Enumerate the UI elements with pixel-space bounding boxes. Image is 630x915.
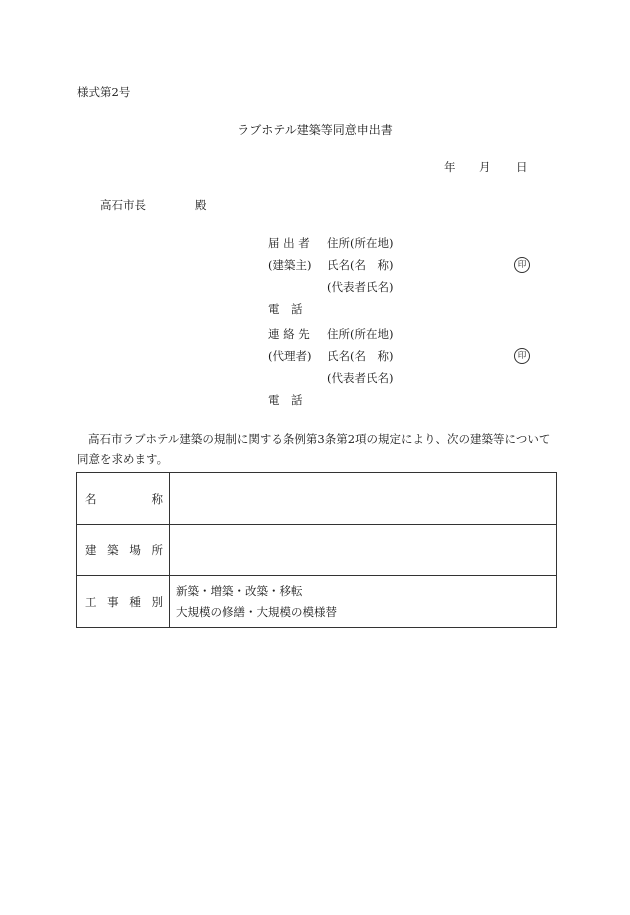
applicant-phone-label: 電 話 bbox=[268, 302, 303, 316]
date-month-label: 月 bbox=[479, 160, 491, 174]
name-value-cell[interactable] bbox=[170, 473, 557, 525]
name-label bbox=[77, 491, 169, 507]
request-paragraph: 高石市ラブホテル建築の規制に関する条例第3条第2項の規定により、次の建築等について同意を求めます。 bbox=[77, 432, 551, 466]
work-type-value-cell[interactable] bbox=[170, 576, 557, 628]
label-char: 別 bbox=[151, 594, 163, 609]
work-type-option-line[interactable]: 大規模の修繕・大規模の模様替 bbox=[176, 604, 337, 619]
label-char: 場 bbox=[129, 543, 141, 557]
applicant-role-sub-label: (建築主) bbox=[268, 258, 312, 272]
label-char: 名 bbox=[85, 491, 97, 506]
agent-phone-label: 電 話 bbox=[268, 393, 303, 407]
table-row bbox=[77, 525, 557, 576]
agent-role-sub-label: (代理者) bbox=[268, 349, 312, 363]
work-type-label bbox=[77, 594, 169, 610]
applicant-seal-mark: 印 bbox=[514, 257, 530, 273]
label-char: 築 bbox=[107, 543, 119, 557]
table-row bbox=[77, 576, 557, 628]
agent-role-label: 連 絡 先 bbox=[268, 327, 310, 341]
addressee-honorific: 殿 bbox=[195, 198, 207, 212]
applicant-role-label: 届 出 者 bbox=[268, 236, 310, 250]
label-char: 建 bbox=[85, 543, 97, 557]
applicant-name-label: 氏名(名 称) bbox=[327, 258, 394, 272]
applicant-representative-label: (代表者氏名) bbox=[327, 280, 394, 294]
agent-address-label: 住所(所在地) bbox=[327, 327, 394, 341]
location-label-cell bbox=[77, 525, 170, 576]
date-day-label: 日 bbox=[516, 160, 528, 174]
date-year-label: 年 bbox=[444, 160, 456, 174]
label-char: 種 bbox=[129, 594, 141, 609]
work-type-option-line[interactable]: 新築・増築・改築・移転 bbox=[176, 583, 303, 598]
document-title: ラブホテル建築等同意申出書 bbox=[237, 123, 393, 137]
location-label bbox=[77, 542, 169, 558]
detail-table bbox=[76, 472, 557, 628]
label-char: 称 bbox=[151, 491, 163, 506]
agent-seal-mark: 印 bbox=[514, 348, 530, 364]
label-char: 工 bbox=[85, 594, 97, 609]
table-row bbox=[77, 473, 557, 525]
name-label-cell bbox=[77, 473, 170, 525]
work-type-label-cell bbox=[77, 576, 170, 628]
label-char: 事 bbox=[107, 594, 119, 609]
form-number: 様式第2号 bbox=[77, 85, 131, 99]
location-value-cell[interactable] bbox=[170, 525, 557, 576]
applicant-address-label: 住所(所在地) bbox=[327, 236, 394, 250]
label-char: 所 bbox=[151, 543, 163, 557]
agent-name-label: 氏名(名 称) bbox=[327, 349, 394, 363]
addressee-name: 高石市長 bbox=[100, 198, 146, 212]
agent-representative-label: (代表者氏名) bbox=[327, 371, 394, 385]
